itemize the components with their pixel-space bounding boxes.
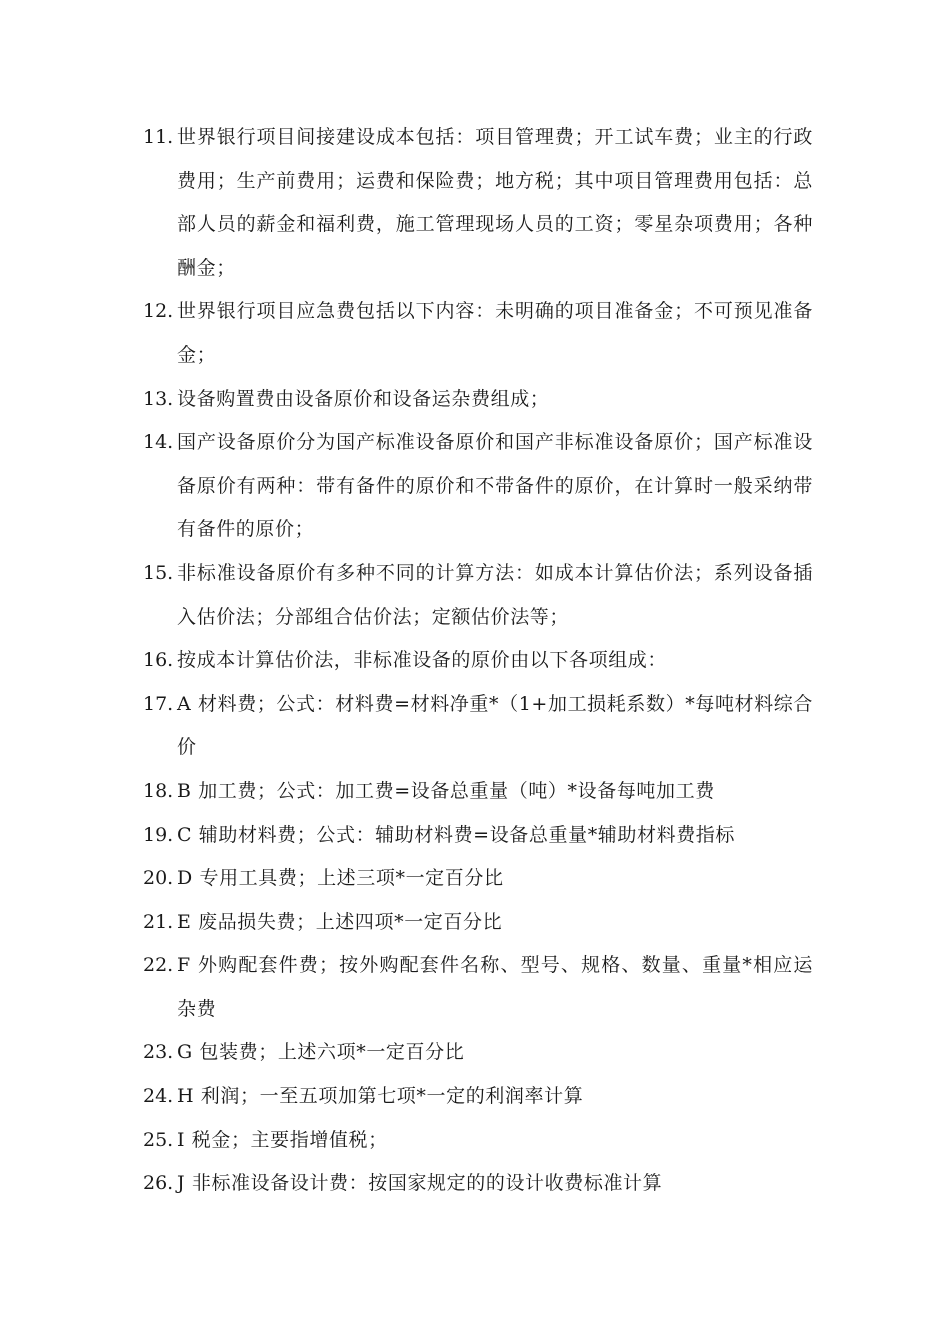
item-number: 24. [143,1085,174,1108]
list-item-21 [143,901,813,945]
list-item-23 [143,1031,813,1075]
item-number: 25. [143,1128,174,1151]
list-item-26 [143,1162,813,1206]
item-number: 20. [143,867,174,890]
item-number: 21. [143,910,174,933]
list-item-24 [143,1075,813,1119]
item-text: G 包装费；上述六项*一定百分比 [177,1041,465,1064]
list-item-14 [143,421,813,552]
list-item-12 [143,290,813,377]
item-text: F 外购配套件费；按外购配套件名称、型号、规格、数量、重量*相应运杂费 [177,954,813,1020]
item-text: I 税金；主要指增值税； [177,1128,388,1151]
item-text: B 加工费；公式：加工费=设备总重量（吨）*设备每吨加工费 [177,779,715,802]
list-item-17 [143,683,813,770]
list-item-25 [143,1119,813,1163]
item-number: 12. [143,300,174,323]
list-item-19 [143,814,813,858]
item-text: D 专用工具费；上述三项*一定百分比 [177,867,504,890]
item-number: 14. [143,431,174,454]
item-number: 13. [143,387,174,410]
item-number: 18. [143,779,174,802]
item-number: 26. [143,1172,174,1195]
item-text: 国产设备原价分为国产标准设备原价和国产非标准设备原价；国产标准设备原价有两种：带有备件的原价和不带备件的原价，在计算时一般采纳带有备件的原价； [177,431,813,541]
item-text: J 非标准设备设计费：按国家规定的的设计收费标准计算 [177,1172,663,1195]
item-number: 11. [143,126,174,148]
numbered-list [143,116,813,1206]
item-number: 16. [143,649,174,672]
item-number: 19. [143,823,174,846]
item-text: 按成本计算估价法，非标准设备的原价由以下各项组成： [177,649,668,672]
item-text: E 废品损失费；上述四项*一定百分比 [177,910,503,933]
list-item-15 [143,552,813,639]
item-text: A 材料费；公式：材料费=材料净重*（1+加工损耗系数）*每吨材料综合价 [177,692,813,759]
item-text: C 辅助材料费；公式：辅助材料费=设备总重量*辅助材料费指标 [177,823,735,846]
list-item-22 [143,944,813,1031]
item-text: 世界银行项目间接建设成本包括：项目管理费；开工试车费；业主的行政费用；生产前费用；运费和保险费；地方税；其中项目管理费用包括：总部人员的薪金和福利费，施工管理现场人员的工资；零星杂项费用；各种酬金； [177,126,813,279]
list-item-16 [143,639,813,683]
item-number: 17. [143,692,174,715]
item-text: 非标准设备原价有多种不同的计算方法：如成本计算估价法；系列设备插入估价法；分部组合估价法；定额估价法等； [177,561,813,628]
list-item-18 [143,770,813,814]
list-item-11 [143,116,813,290]
item-text: H 利润；一至五项加第七项*一定的利润率计算 [177,1085,584,1108]
item-number: 15. [143,561,174,584]
item-number: 22. [143,954,174,977]
item-text: 世界银行项目应急费包括以下内容：未明确的项目准备金；不可预见准备金； [177,300,813,366]
list-item-20 [143,857,813,901]
item-text: 设备购置费由设备原价和设备运杂费组成； [177,387,550,410]
list-item-13 [143,378,813,422]
item-number: 23. [143,1041,174,1064]
